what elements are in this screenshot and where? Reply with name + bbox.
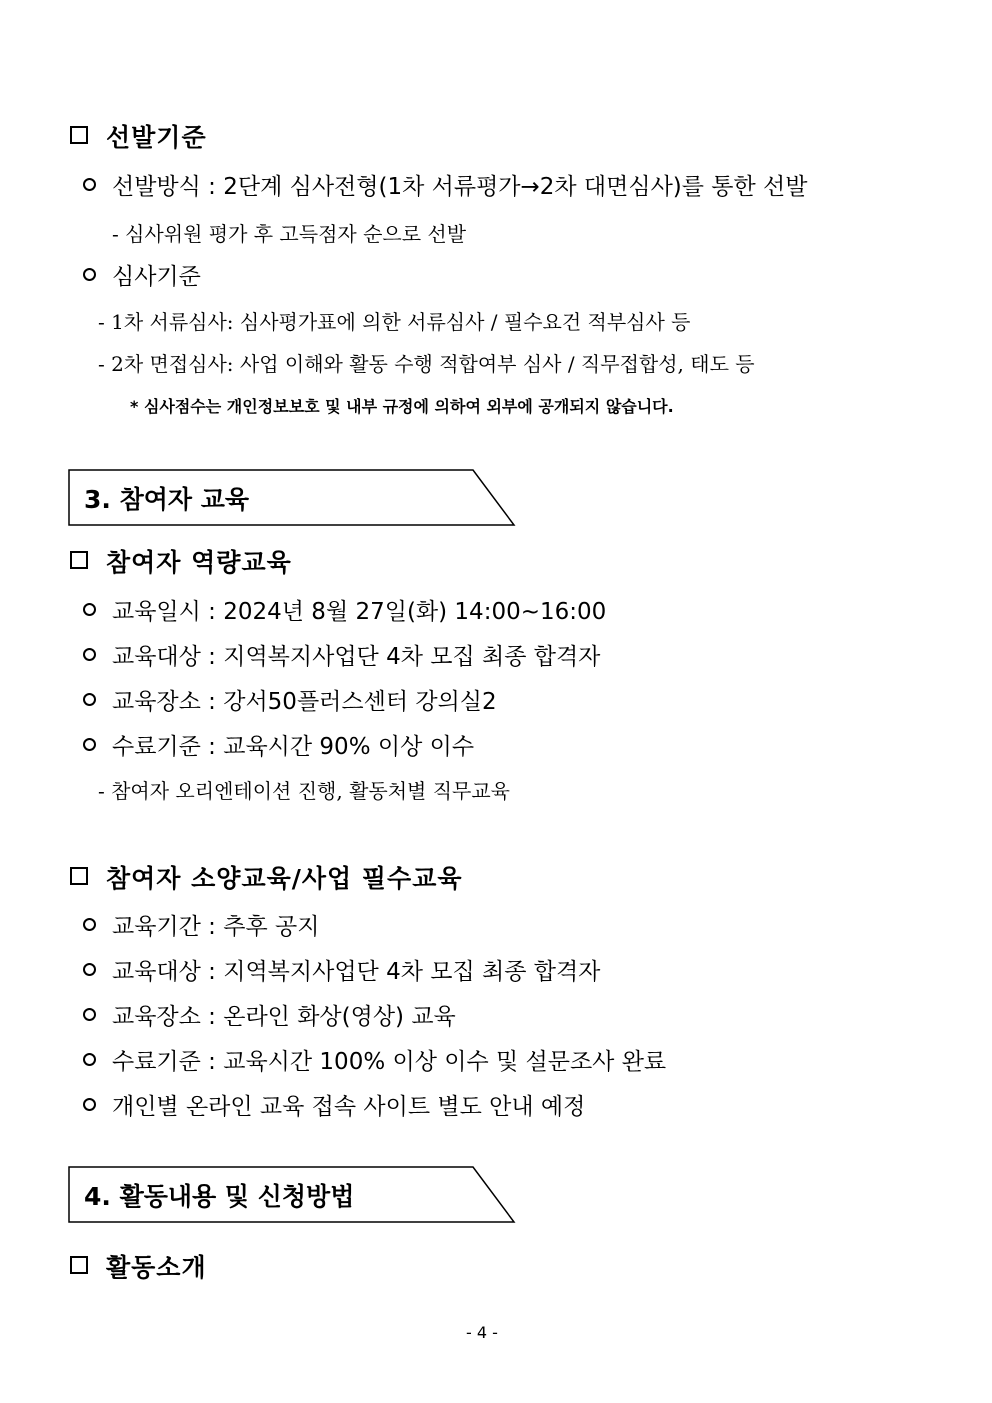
selection-criteria-2: - 2차 면접심사: 사업 이해와 활동 수행 적합여부 심사 / 직무접합성, 태도 등: [98, 352, 755, 376]
circle-bullet-icon: [83, 738, 96, 751]
selection-criteria: 심사기준: [112, 264, 201, 290]
competency-sub: - 참여자 오리엔테이션 진행, 활동처별 직무교육: [98, 779, 510, 803]
checkbox-square-icon: [70, 551, 88, 569]
required-item-1: 교육기간 : 추후 공지: [112, 914, 320, 940]
selection-note: * 심사점수는 개인정보보호 및 내부 규정에 의하여 외부에 공개되지 않습니다.: [130, 397, 674, 416]
checkbox-square-icon: [70, 1256, 88, 1274]
selection-method: 선발방식 : 2단계 심사전형(1차 서류평가→2차 대면심사)를 통한 선발: [112, 174, 808, 200]
required-item-3: 교육장소 : 온라인 화상(영상) 교육: [112, 1004, 456, 1030]
heading-activity: 활동소개: [106, 1253, 207, 1282]
heading-competency: 참여자 역량교육: [106, 548, 292, 577]
required-item-5: 개인별 온라인 교육 접속 사이트 별도 안내 예정: [112, 1094, 586, 1120]
circle-bullet-icon: [83, 918, 96, 931]
circle-bullet-icon: [83, 648, 96, 661]
required-item-4: 수료기준 : 교육시간 100% 이상 이수 및 설문조사 완료: [112, 1049, 667, 1075]
required-item-2: 교육대상 : 지역복지사업단 4차 모집 최종 합격자: [112, 959, 601, 985]
section4-title: 4. 활동내용 및 신청방법: [84, 1182, 355, 1211]
circle-bullet-icon: [83, 1098, 96, 1111]
section3-title: 3. 참여자 교육: [84, 485, 250, 514]
circle-bullet-icon: [83, 1053, 96, 1066]
circle-bullet-icon: [83, 603, 96, 616]
competency-item-1: 교육일시 : 2024년 8월 27일(화) 14:00~16:00: [112, 599, 607, 625]
competency-item-4: 수료기준 : 교육시간 90% 이상 이수: [112, 734, 475, 760]
circle-bullet-icon: [83, 963, 96, 976]
page-number: - 4 -: [466, 1323, 498, 1342]
selection-method-sub: - 심사위원 평가 후 고득점자 순으로 선발: [112, 222, 467, 246]
selection-criteria-1: - 1차 서류심사: 심사평가표에 의한 서류심사 / 필수요건 적부심사 등: [98, 310, 691, 334]
circle-bullet-icon: [83, 178, 96, 191]
competency-item-2: 교육대상 : 지역복지사업단 4차 모집 최종 합격자: [112, 644, 601, 670]
checkbox-square-icon: [70, 867, 88, 885]
circle-bullet-icon: [83, 268, 96, 281]
checkbox-square-icon: [70, 126, 88, 144]
circle-bullet-icon: [83, 693, 96, 706]
heading-selection: 선발기준: [106, 123, 207, 152]
competency-item-3: 교육장소 : 강서50플러스센터 강의실2: [112, 689, 497, 715]
circle-bullet-icon: [83, 1008, 96, 1021]
heading-required: 참여자 소양교육/사업 필수교육: [106, 864, 463, 893]
